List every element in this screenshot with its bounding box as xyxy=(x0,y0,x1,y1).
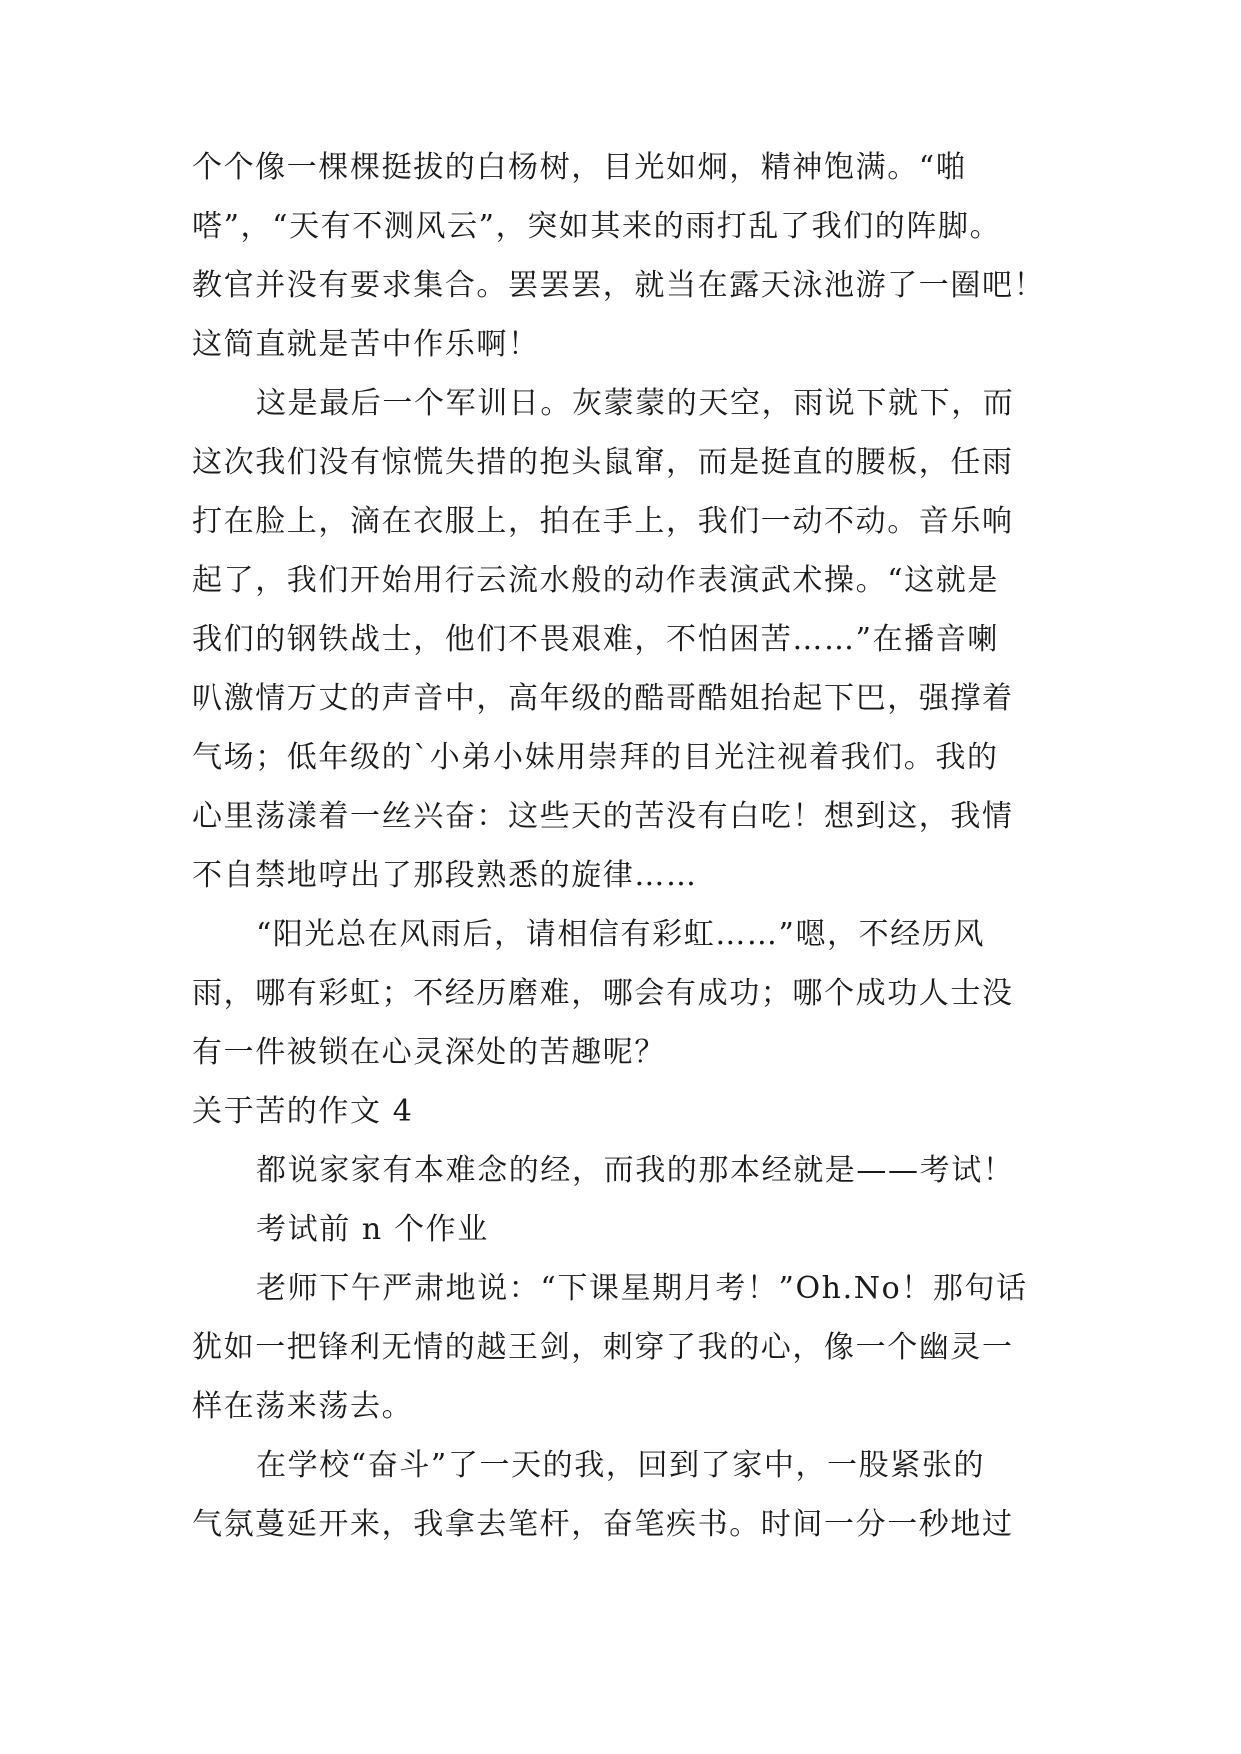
text-line: 教官并没有要求集合。罢罢罢，就当在露天泳池游了一圈吧！ xyxy=(192,268,1046,303)
subheading-line: 考试前 n 个作业 xyxy=(256,1212,489,1247)
text-line: 不自禁地哼出了那段熟悉的旋律…… xyxy=(192,858,698,893)
text-line: 打在脸上，滴在衣服上，拍在手上，我们一动不动。音乐响 xyxy=(192,504,1014,539)
text-line: 叭激情万丈的声音中，高年级的酷哥酷姐抬起下巴，强撑着 xyxy=(192,681,1014,716)
text-line: 犹如一把锋利无情的越王剑，刺穿了我的心，像一个幽灵一 xyxy=(192,1330,1014,1365)
text-line: 气氛蔓延开来，我拿去笔杆，奋笔疾书。时间一分一秒地过 xyxy=(192,1507,1014,1542)
paragraph-start-line: 在学校“奋斗”了一天的我，回到了家中，一股紧张的 xyxy=(256,1448,986,1483)
text-line: 嗒”，“天有不测风云”，突如其来的雨打乱了我们的阵脚。 xyxy=(192,209,1002,244)
text-line: 样在荡来荡去。 xyxy=(192,1389,414,1424)
text-line: 起了，我们开始用行云流水般的动作表演武术操。“这就是 xyxy=(192,563,999,598)
text-line: 个个像一棵棵挺拔的白杨树，目光如炯，精神饱满。“啪 xyxy=(192,150,968,185)
paragraph-start-line: 这是最后一个军训日。灰蒙蒙的天空，雨说下就下，而 xyxy=(256,386,1015,421)
text-line: 我们的钢铁战士，他们不畏艰难，不怕困苦……”在播音喇 xyxy=(192,622,999,657)
section-heading: 关于苦的作文 4 xyxy=(192,1094,414,1129)
paragraph-start-line: “阳光总在风雨后，请相信有彩虹……”嗯，不经历风 xyxy=(256,917,986,952)
paragraph-start-line: 都说家家有本难念的经，而我的那本经就是——考试！ xyxy=(256,1153,1015,1188)
text-line: 气场；低年级的`小弟小妹用崇拜的目光注视着我们。我的 xyxy=(192,740,999,775)
text-line: 心里荡漾着一丝兴奋：这些天的苦没有白吃！想到这，我情 xyxy=(192,799,1014,834)
text-line: 这简直就是苦中作乐啊！ xyxy=(192,327,540,362)
text-line: 雨，哪有彩虹；不经历磨难，哪会有成功；哪个成功人士没 xyxy=(192,976,1014,1011)
paragraph-start-line: 老师下午严肃地说：“下课星期月考！”Oh.No！那句话 xyxy=(256,1271,1028,1306)
text-line: 这次我们没有惊慌失措的抱头鼠窜，而是挺直的腰板，任雨 xyxy=(192,445,1014,480)
text-line: 有一件被锁在心灵深处的苦趣呢？ xyxy=(192,1035,666,1070)
